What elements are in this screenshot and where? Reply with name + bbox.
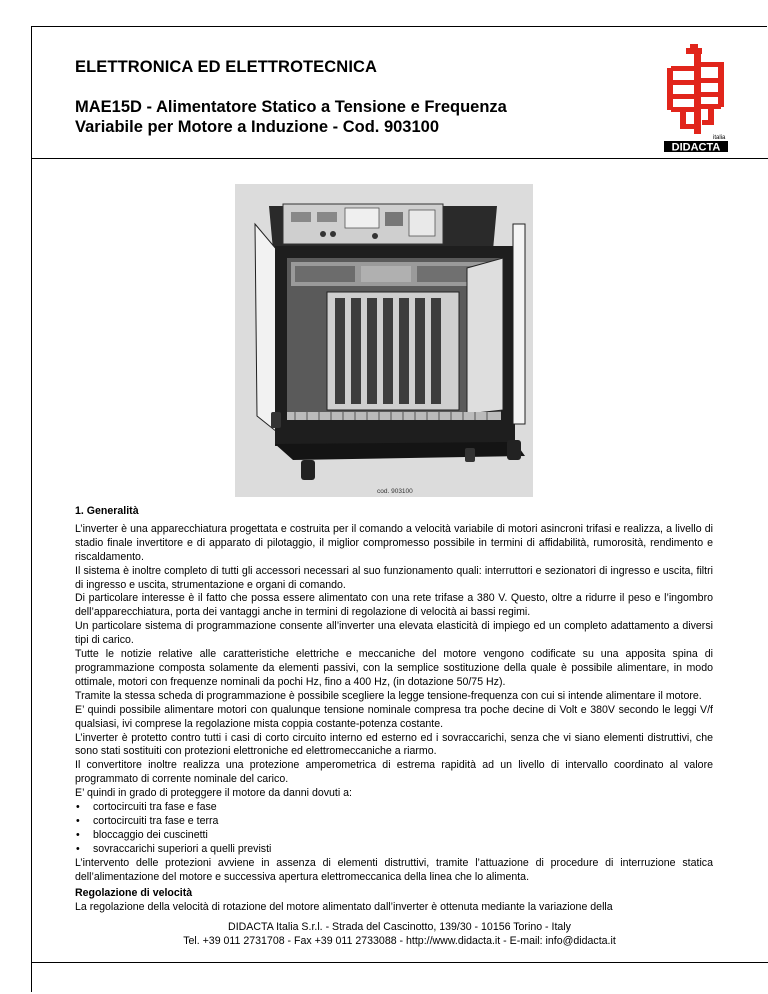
product-photo xyxy=(235,184,533,497)
paragraph: Il convertitore inoltre realizza una protezione amperometrica di estrema rapidità ad un livello di intervallo coordinato al valore programmato di corrente nominale del carico. xyxy=(75,759,713,786)
page-footer xyxy=(31,921,768,948)
paragraph: L’intervento delle protezioni avviene in assenza di elementi distruttivi, tramite l’attuazione di procedure di interruzione statica dell’alimentazione del motore e successiva apertura elettromeccanica della linea che lo alimenta. xyxy=(75,856,713,883)
logo-brand-text: DIDACTA xyxy=(671,141,721,154)
protection-list xyxy=(75,801,713,857)
paragraph: Di particolare interesse è il fatto che possa essere alimentato con una rete trifase a 380 V. Questo, oltre a ridurre il peso e l’ingombro dell’apparecchiatura, porta dei vantaggi anche in termini di regolazione di velocità ai bassi regimi. xyxy=(75,592,713,619)
list-item: • bloccaggio dei cuscinetti xyxy=(75,829,713,843)
document-body xyxy=(75,505,713,915)
header-divider xyxy=(31,158,768,159)
footer-divider xyxy=(31,962,768,963)
paragraph: Tutte le notizie relative alle caratteristiche elettriche e meccaniche del motore vengono codificate su una apposita spina di programmazione composta solamente da elementi passivi, con la semplice sostituzione della quale è possibile alimentare, in modo ottimale, motori con frequenze nominali da pochi Hz, fino a 400 Hz, (in dotazione 50/75 Hz). xyxy=(75,648,713,688)
paragraph: L’inverter è una apparecchiatura progettata e costruita per il comando a velocità variabile di motori asincroni trifasi e realizza, a livello di stadio finale invertitore e di apparato di pilotaggio, il miglior compromesso possibile in termini di affidabilità, rumorosità, rendimento e riscaldamento. xyxy=(75,522,713,563)
photo-caption: cod. 903100 xyxy=(377,488,413,495)
list-item: • sovraccarichi superiori a quelli previsti xyxy=(75,843,713,857)
list-item: • cortocircuiti tra fase e fase xyxy=(75,801,713,815)
paragraph: Un particolare sistema di programmazione consente all’inverter una elevata elasticità di impiego ed un completo adattamento a diversi tipi di carico. xyxy=(75,620,713,647)
subsection-heading: Regolazione di velocità xyxy=(75,887,193,900)
footer-contacts: Tel. +39 011 2731708 - Fax +39 011 2733088 - http://www.didacta.it - E-mail: info@didacta.it xyxy=(183,934,616,947)
logo-italia-text: italia xyxy=(713,135,726,141)
footer-address: DIDACTA Italia S.r.l. - Strada del Cascinotto, 139/30 - 10156 Torino - Italy xyxy=(228,921,571,933)
paragraph: E’ quindi possibile alimentare motori con qualunque tensione nominale compresa tra poche decine di Volt e 380V secondo le leggi V/f qualsiasi, ivi comprese la regolazione mista coppia costante-potenza costante. xyxy=(75,703,713,730)
list-item: • cortocircuiti tra fase e terra xyxy=(75,815,713,829)
section-heading: 1. Generalità xyxy=(75,505,139,517)
didacta-logo xyxy=(664,44,736,154)
product-title-line-2: Variabile per Motore a Induzione - Cod. 903100 xyxy=(75,118,440,136)
section-title: ELETTRONICA ED ELETTROTECNICA xyxy=(75,58,378,76)
paragraph: Tramite la stessa scheda di programmazione è possibile scegliere la legge tensione-frequenza con cui si intende alimentare il motore. xyxy=(75,689,702,702)
paragraph: E’ quindi in grado di proteggere il motore da danni dovuti a: xyxy=(75,787,352,800)
paragraph: Il sistema è inoltre completo di tutti gli accessori necessari al suo funzionamento quali: interruttori e sezionatori di ingresso e uscita, filtri di ingresso e uscita, strumentazione e organi di comando. xyxy=(75,564,713,591)
product-title xyxy=(75,97,507,137)
product-title-line-1: MAE15D - Alimentatore Statico a Tensione e Frequenza xyxy=(75,98,507,116)
paragraph: L’inverter è protetto contro tutti i casi di corto circuito interno ed esterno ed i sovraccarichi, senza che vi siano elementi distruttivi, che sono stati sostituiti con protezioni elettroniche ed elettromeccaniche a riarmo. xyxy=(75,731,713,758)
paragraph: La regolazione della velocità di rotazione del motore alimentato dall’inverter è ottenuta mediante la variazione della xyxy=(75,901,613,914)
